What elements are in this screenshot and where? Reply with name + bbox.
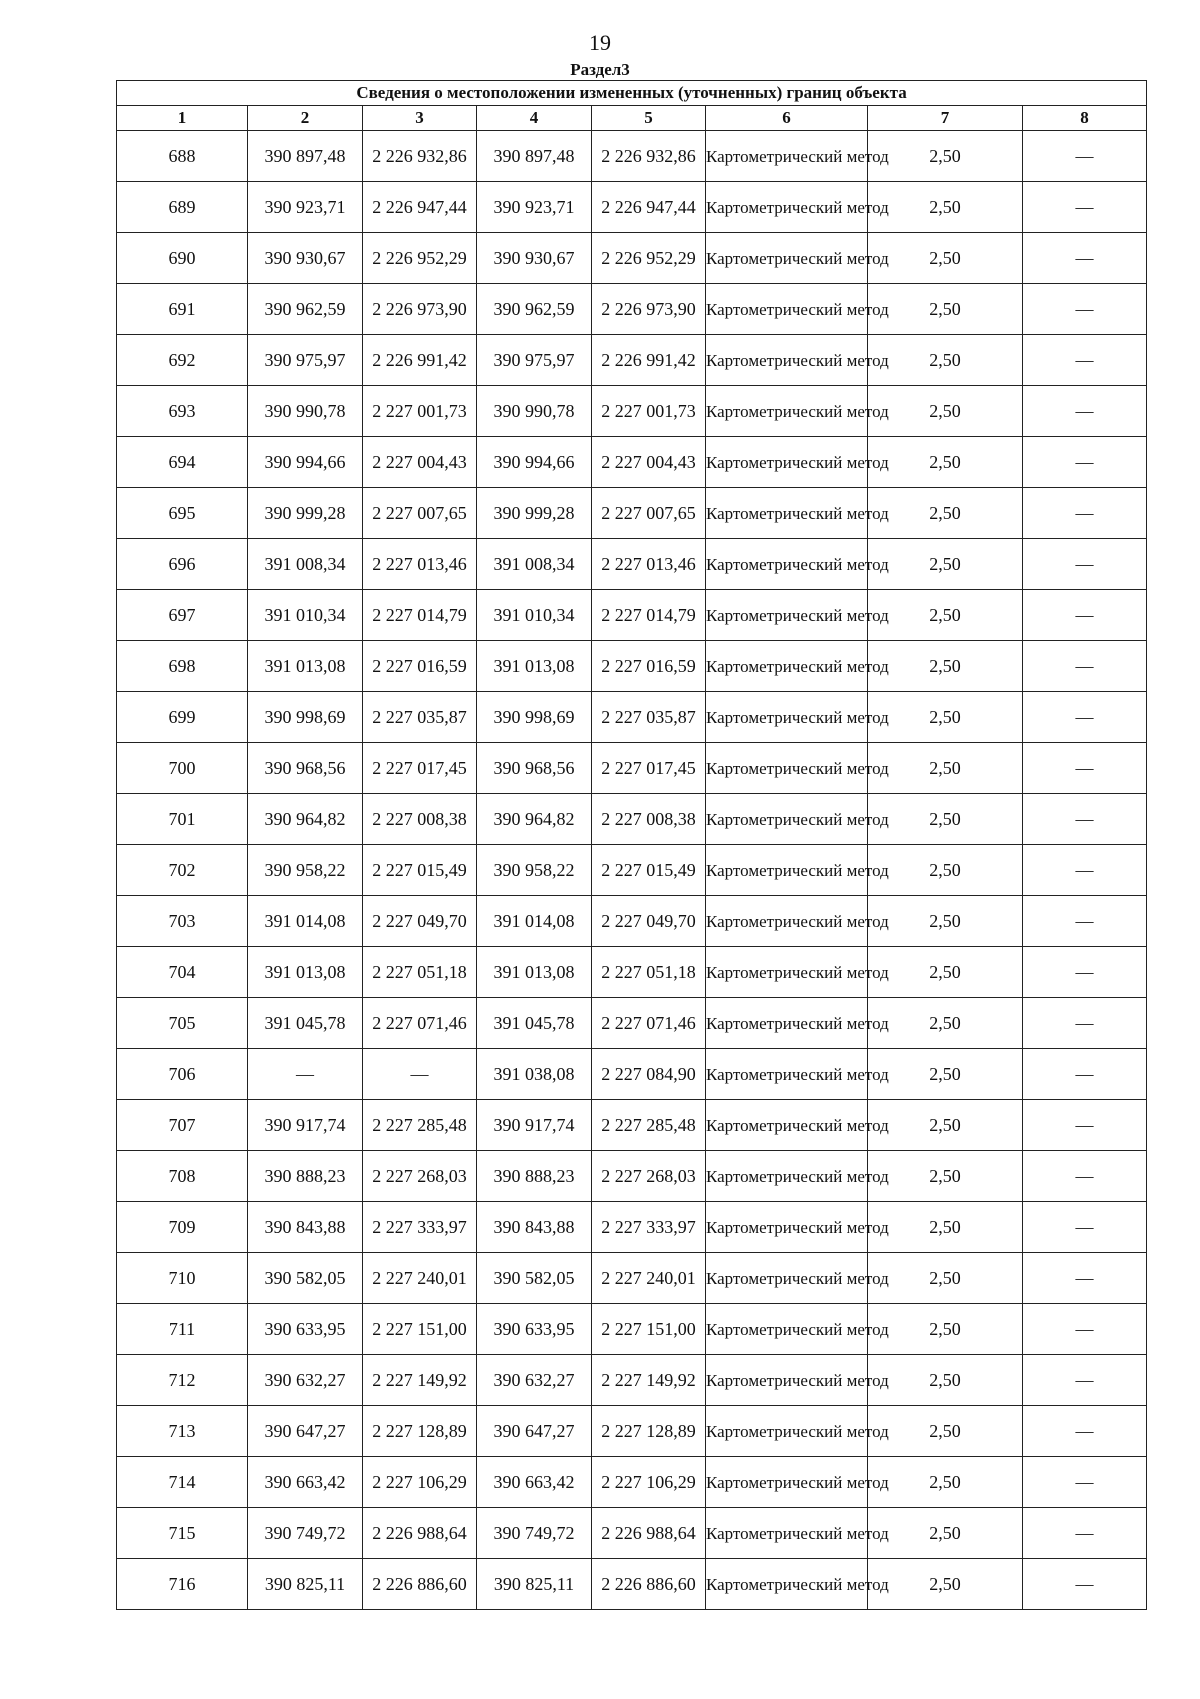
existing-x-cell: 391 014,08: [248, 896, 363, 947]
existing-y-cell: 2 227 268,03: [363, 1151, 477, 1202]
refined-x-cell: 390 917,74: [477, 1100, 592, 1151]
point-number-cell: 716: [117, 1559, 248, 1610]
coordinates-table: [116, 80, 1147, 1610]
method-cell: Картометрический метод: [706, 692, 868, 743]
accuracy-cell: 2,50: [868, 845, 1023, 896]
note-cell: —: [1023, 1508, 1147, 1559]
existing-y-cell: 2 227 007,65: [363, 488, 477, 539]
point-number-cell: 701: [117, 794, 248, 845]
note-cell: —: [1023, 233, 1147, 284]
note-cell: —: [1023, 1253, 1147, 1304]
column-number-row: [117, 106, 1147, 131]
table-row: [117, 1100, 1147, 1151]
existing-x-cell: 390 825,11: [248, 1559, 363, 1610]
existing-y-cell: 2 227 016,59: [363, 641, 477, 692]
note-cell: —: [1023, 896, 1147, 947]
note-cell: —: [1023, 998, 1147, 1049]
refined-y-cell: 2 227 015,49: [592, 845, 706, 896]
existing-y-cell: 2 227 128,89: [363, 1406, 477, 1457]
point-number-cell: 692: [117, 335, 248, 386]
method-cell: Картометрический метод: [706, 641, 868, 692]
existing-x-cell: 390 999,28: [248, 488, 363, 539]
accuracy-cell: 2,50: [868, 947, 1023, 998]
refined-y-cell: 2 227 049,70: [592, 896, 706, 947]
existing-y-cell: 2 226 952,29: [363, 233, 477, 284]
point-number-cell: 706: [117, 1049, 248, 1100]
accuracy-cell: 2,50: [868, 335, 1023, 386]
column-number: 2: [248, 106, 363, 131]
method-cell: Картометрический метод: [706, 1253, 868, 1304]
refined-x-cell: 390 749,72: [477, 1508, 592, 1559]
refined-x-cell: 391 038,08: [477, 1049, 592, 1100]
note-cell: —: [1023, 284, 1147, 335]
accuracy-cell: 2,50: [868, 1253, 1023, 1304]
point-number-cell: 696: [117, 539, 248, 590]
table-row: [117, 182, 1147, 233]
accuracy-cell: 2,50: [868, 233, 1023, 284]
table-caption: Сведения о местоположении измененных (уточненных) границ объекта: [117, 81, 1147, 106]
existing-y-cell: 2 226 932,86: [363, 131, 477, 182]
existing-x-cell: 390 897,48: [248, 131, 363, 182]
existing-x-cell: 390 917,74: [248, 1100, 363, 1151]
note-cell: —: [1023, 335, 1147, 386]
refined-y-cell: 2 227 240,01: [592, 1253, 706, 1304]
method-cell: Картометрический метод: [706, 1049, 868, 1100]
refined-x-cell: 390 582,05: [477, 1253, 592, 1304]
table-row: [117, 386, 1147, 437]
point-number-cell: 714: [117, 1457, 248, 1508]
point-number-cell: 704: [117, 947, 248, 998]
method-cell: Картометрический метод: [706, 182, 868, 233]
existing-x-cell: 390 843,88: [248, 1202, 363, 1253]
refined-y-cell: 2 226 886,60: [592, 1559, 706, 1610]
column-number: 8: [1023, 106, 1147, 131]
refined-y-cell: 2 227 071,46: [592, 998, 706, 1049]
refined-x-cell: 391 008,34: [477, 539, 592, 590]
refined-x-cell: 390 843,88: [477, 1202, 592, 1253]
refined-y-cell: 2 227 151,00: [592, 1304, 706, 1355]
existing-y-cell: 2 227 240,01: [363, 1253, 477, 1304]
point-number-cell: 697: [117, 590, 248, 641]
accuracy-cell: 2,50: [868, 1406, 1023, 1457]
method-cell: Картометрический метод: [706, 1151, 868, 1202]
table-row: [117, 437, 1147, 488]
method-cell: Картометрический метод: [706, 335, 868, 386]
note-cell: —: [1023, 1202, 1147, 1253]
refined-x-cell: 390 962,59: [477, 284, 592, 335]
refined-x-cell: 390 647,27: [477, 1406, 592, 1457]
column-number: 6: [706, 106, 868, 131]
existing-x-cell: 390 975,97: [248, 335, 363, 386]
method-cell: Картометрический метод: [706, 1559, 868, 1610]
point-number-cell: 710: [117, 1253, 248, 1304]
note-cell: —: [1023, 131, 1147, 182]
method-cell: Картометрический метод: [706, 1508, 868, 1559]
refined-x-cell: 390 632,27: [477, 1355, 592, 1406]
refined-y-cell: 2 227 016,59: [592, 641, 706, 692]
table-row: [117, 845, 1147, 896]
point-number-cell: 695: [117, 488, 248, 539]
existing-y-cell: 2 227 017,45: [363, 743, 477, 794]
note-cell: —: [1023, 794, 1147, 845]
note-cell: —: [1023, 1049, 1147, 1100]
note-cell: —: [1023, 845, 1147, 896]
point-number-cell: 712: [117, 1355, 248, 1406]
existing-y-cell: 2 227 049,70: [363, 896, 477, 947]
method-cell: Картометрический метод: [706, 1457, 868, 1508]
point-number-cell: 691: [117, 284, 248, 335]
point-number-cell: 713: [117, 1406, 248, 1457]
existing-y-cell: 2 227 004,43: [363, 437, 477, 488]
note-cell: —: [1023, 539, 1147, 590]
table-row: [117, 1151, 1147, 1202]
method-cell: Картометрический метод: [706, 437, 868, 488]
refined-x-cell: 390 975,97: [477, 335, 592, 386]
existing-x-cell: 391 013,08: [248, 947, 363, 998]
method-cell: Картометрический метод: [706, 896, 868, 947]
existing-x-cell: 390 994,66: [248, 437, 363, 488]
existing-x-cell: 390 990,78: [248, 386, 363, 437]
point-number-cell: 689: [117, 182, 248, 233]
refined-y-cell: 2 227 004,43: [592, 437, 706, 488]
accuracy-cell: 2,50: [868, 998, 1023, 1049]
existing-y-cell: 2 226 886,60: [363, 1559, 477, 1610]
column-number: 7: [868, 106, 1023, 131]
accuracy-cell: 2,50: [868, 1355, 1023, 1406]
table-row: [117, 1559, 1147, 1610]
refined-y-cell: 2 227 008,38: [592, 794, 706, 845]
refined-x-cell: 390 923,71: [477, 182, 592, 233]
accuracy-cell: 2,50: [868, 692, 1023, 743]
accuracy-cell: 2,50: [868, 1202, 1023, 1253]
point-number-cell: 711: [117, 1304, 248, 1355]
accuracy-cell: 2,50: [868, 1100, 1023, 1151]
refined-x-cell: 391 010,34: [477, 590, 592, 641]
point-number-cell: 709: [117, 1202, 248, 1253]
table-row: [117, 1049, 1147, 1100]
method-cell: Картометрический метод: [706, 131, 868, 182]
refined-y-cell: 2 227 268,03: [592, 1151, 706, 1202]
existing-y-cell: 2 226 991,42: [363, 335, 477, 386]
existing-y-cell: 2 227 001,73: [363, 386, 477, 437]
method-cell: Картометрический метод: [706, 1304, 868, 1355]
existing-x-cell: —: [248, 1049, 363, 1100]
existing-y-cell: 2 227 106,29: [363, 1457, 477, 1508]
refined-y-cell: 2 227 014,79: [592, 590, 706, 641]
refined-y-cell: 2 227 001,73: [592, 386, 706, 437]
existing-x-cell: 390 647,27: [248, 1406, 363, 1457]
table-row: [117, 1457, 1147, 1508]
existing-y-cell: 2 227 071,46: [363, 998, 477, 1049]
existing-y-cell: 2 227 015,49: [363, 845, 477, 896]
existing-x-cell: 390 964,82: [248, 794, 363, 845]
existing-y-cell: —: [363, 1049, 477, 1100]
accuracy-cell: 2,50: [868, 1151, 1023, 1202]
method-cell: Картометрический метод: [706, 539, 868, 590]
point-number-cell: 693: [117, 386, 248, 437]
existing-y-cell: 2 227 014,79: [363, 590, 477, 641]
point-number-cell: 715: [117, 1508, 248, 1559]
refined-y-cell: 2 226 932,86: [592, 131, 706, 182]
note-cell: —: [1023, 1355, 1147, 1406]
point-number-cell: 703: [117, 896, 248, 947]
existing-y-cell: 2 227 051,18: [363, 947, 477, 998]
existing-x-cell: 390 663,42: [248, 1457, 363, 1508]
method-cell: Картометрический метод: [706, 947, 868, 998]
method-cell: Картометрический метод: [706, 488, 868, 539]
method-cell: Картометрический метод: [706, 1355, 868, 1406]
accuracy-cell: 2,50: [868, 284, 1023, 335]
table-row: [117, 335, 1147, 386]
accuracy-cell: 2,50: [868, 1049, 1023, 1100]
method-cell: Картометрический метод: [706, 233, 868, 284]
table-row: [117, 1202, 1147, 1253]
accuracy-cell: 2,50: [868, 182, 1023, 233]
refined-x-cell: 390 663,42: [477, 1457, 592, 1508]
refined-y-cell: 2 227 285,48: [592, 1100, 706, 1151]
table-row: [117, 539, 1147, 590]
existing-x-cell: 390 958,22: [248, 845, 363, 896]
refined-y-cell: 2 226 991,42: [592, 335, 706, 386]
accuracy-cell: 2,50: [868, 131, 1023, 182]
table-row: [117, 1304, 1147, 1355]
existing-y-cell: 2 226 973,90: [363, 284, 477, 335]
refined-y-cell: 2 226 952,29: [592, 233, 706, 284]
accuracy-cell: 2,50: [868, 641, 1023, 692]
accuracy-cell: 2,50: [868, 437, 1023, 488]
refined-x-cell: 390 888,23: [477, 1151, 592, 1202]
note-cell: —: [1023, 1304, 1147, 1355]
existing-x-cell: 390 968,56: [248, 743, 363, 794]
existing-y-cell: 2 227 035,87: [363, 692, 477, 743]
refined-x-cell: 390 990,78: [477, 386, 592, 437]
note-cell: —: [1023, 182, 1147, 233]
note-cell: —: [1023, 743, 1147, 794]
table-row: [117, 1355, 1147, 1406]
table-row: [117, 1508, 1147, 1559]
section-title: Раздел3: [570, 60, 630, 79]
refined-x-cell: 390 999,28: [477, 488, 592, 539]
existing-x-cell: 390 632,27: [248, 1355, 363, 1406]
accuracy-cell: 2,50: [868, 743, 1023, 794]
method-cell: Картометрический метод: [706, 284, 868, 335]
existing-x-cell: 391 013,08: [248, 641, 363, 692]
existing-x-cell: 391 045,78: [248, 998, 363, 1049]
existing-y-cell: 2 227 013,46: [363, 539, 477, 590]
point-number-cell: 707: [117, 1100, 248, 1151]
refined-x-cell: 390 964,82: [477, 794, 592, 845]
point-number-cell: 688: [117, 131, 248, 182]
column-number: 4: [477, 106, 592, 131]
existing-y-cell: 2 227 151,00: [363, 1304, 477, 1355]
point-number-cell: 700: [117, 743, 248, 794]
accuracy-cell: 2,50: [868, 794, 1023, 845]
method-cell: Картометрический метод: [706, 1100, 868, 1151]
point-number-cell: 705: [117, 998, 248, 1049]
method-cell: Картометрический метод: [706, 386, 868, 437]
method-cell: Картометрический метод: [706, 743, 868, 794]
refined-x-cell: 390 825,11: [477, 1559, 592, 1610]
refined-y-cell: 2 227 084,90: [592, 1049, 706, 1100]
existing-y-cell: 2 227 333,97: [363, 1202, 477, 1253]
refined-y-cell: 2 226 947,44: [592, 182, 706, 233]
table-row: [117, 743, 1147, 794]
table-row: [117, 998, 1147, 1049]
table-row: [117, 590, 1147, 641]
table-row: [117, 233, 1147, 284]
note-cell: —: [1023, 386, 1147, 437]
existing-y-cell: 2 227 149,92: [363, 1355, 477, 1406]
refined-x-cell: 390 897,48: [477, 131, 592, 182]
point-number-cell: 708: [117, 1151, 248, 1202]
existing-y-cell: 2 226 988,64: [363, 1508, 477, 1559]
note-cell: —: [1023, 692, 1147, 743]
existing-x-cell: 391 010,34: [248, 590, 363, 641]
method-cell: Картометрический метод: [706, 845, 868, 896]
refined-x-cell: 390 930,67: [477, 233, 592, 284]
accuracy-cell: 2,50: [868, 896, 1023, 947]
existing-x-cell: 390 962,59: [248, 284, 363, 335]
existing-x-cell: 390 930,67: [248, 233, 363, 284]
note-cell: —: [1023, 1559, 1147, 1610]
refined-y-cell: 2 227 007,65: [592, 488, 706, 539]
refined-y-cell: 2 227 017,45: [592, 743, 706, 794]
point-number-cell: 699: [117, 692, 248, 743]
note-cell: —: [1023, 1457, 1147, 1508]
refined-x-cell: 390 998,69: [477, 692, 592, 743]
page-number: 19: [589, 30, 611, 55]
note-cell: —: [1023, 641, 1147, 692]
refined-y-cell: 2 226 988,64: [592, 1508, 706, 1559]
table-row: [117, 641, 1147, 692]
column-number: 5: [592, 106, 706, 131]
refined-x-cell: 391 045,78: [477, 998, 592, 1049]
note-cell: —: [1023, 1100, 1147, 1151]
point-number-cell: 694: [117, 437, 248, 488]
existing-y-cell: 2 226 947,44: [363, 182, 477, 233]
refined-x-cell: 390 968,56: [477, 743, 592, 794]
column-number: 1: [117, 106, 248, 131]
method-cell: Картометрический метод: [706, 794, 868, 845]
refined-x-cell: 390 958,22: [477, 845, 592, 896]
accuracy-cell: 2,50: [868, 386, 1023, 437]
existing-x-cell: 390 998,69: [248, 692, 363, 743]
accuracy-cell: 2,50: [868, 488, 1023, 539]
table-row: [117, 947, 1147, 998]
accuracy-cell: 2,50: [868, 1559, 1023, 1610]
refined-y-cell: 2 226 973,90: [592, 284, 706, 335]
table-row: [117, 794, 1147, 845]
refined-y-cell: 2 227 333,97: [592, 1202, 706, 1253]
existing-x-cell: 390 633,95: [248, 1304, 363, 1355]
refined-y-cell: 2 227 035,87: [592, 692, 706, 743]
refined-x-cell: 390 994,66: [477, 437, 592, 488]
accuracy-cell: 2,50: [868, 590, 1023, 641]
refined-x-cell: 391 014,08: [477, 896, 592, 947]
refined-y-cell: 2 227 013,46: [592, 539, 706, 590]
existing-y-cell: 2 227 285,48: [363, 1100, 477, 1151]
existing-x-cell: 391 008,34: [248, 539, 363, 590]
point-number-cell: 698: [117, 641, 248, 692]
method-cell: Картометрический метод: [706, 1202, 868, 1253]
accuracy-cell: 2,50: [868, 1304, 1023, 1355]
note-cell: —: [1023, 1151, 1147, 1202]
table-row: [117, 896, 1147, 947]
accuracy-cell: 2,50: [868, 1508, 1023, 1559]
refined-y-cell: 2 227 128,89: [592, 1406, 706, 1457]
point-number-cell: 690: [117, 233, 248, 284]
refined-x-cell: 391 013,08: [477, 947, 592, 998]
table-row: [117, 692, 1147, 743]
note-cell: —: [1023, 437, 1147, 488]
note-cell: —: [1023, 947, 1147, 998]
table-row: [117, 1253, 1147, 1304]
table-row: [117, 284, 1147, 335]
method-cell: Картометрический метод: [706, 590, 868, 641]
method-cell: Картометрический метод: [706, 998, 868, 1049]
existing-y-cell: 2 227 008,38: [363, 794, 477, 845]
existing-x-cell: 390 749,72: [248, 1508, 363, 1559]
existing-x-cell: 390 923,71: [248, 182, 363, 233]
accuracy-cell: 2,50: [868, 1457, 1023, 1508]
refined-x-cell: 390 633,95: [477, 1304, 592, 1355]
existing-x-cell: 390 582,05: [248, 1253, 363, 1304]
existing-x-cell: 390 888,23: [248, 1151, 363, 1202]
refined-y-cell: 2 227 106,29: [592, 1457, 706, 1508]
method-cell: Картометрический метод: [706, 1406, 868, 1457]
note-cell: —: [1023, 1406, 1147, 1457]
table-row: [117, 1406, 1147, 1457]
column-number: 3: [363, 106, 477, 131]
refined-y-cell: 2 227 051,18: [592, 947, 706, 998]
table-body: [117, 131, 1147, 1610]
table-row: [117, 488, 1147, 539]
accuracy-cell: 2,50: [868, 539, 1023, 590]
point-number-cell: 702: [117, 845, 248, 896]
refined-x-cell: 391 013,08: [477, 641, 592, 692]
note-cell: —: [1023, 488, 1147, 539]
note-cell: —: [1023, 590, 1147, 641]
table-row: [117, 131, 1147, 182]
refined-y-cell: 2 227 149,92: [592, 1355, 706, 1406]
